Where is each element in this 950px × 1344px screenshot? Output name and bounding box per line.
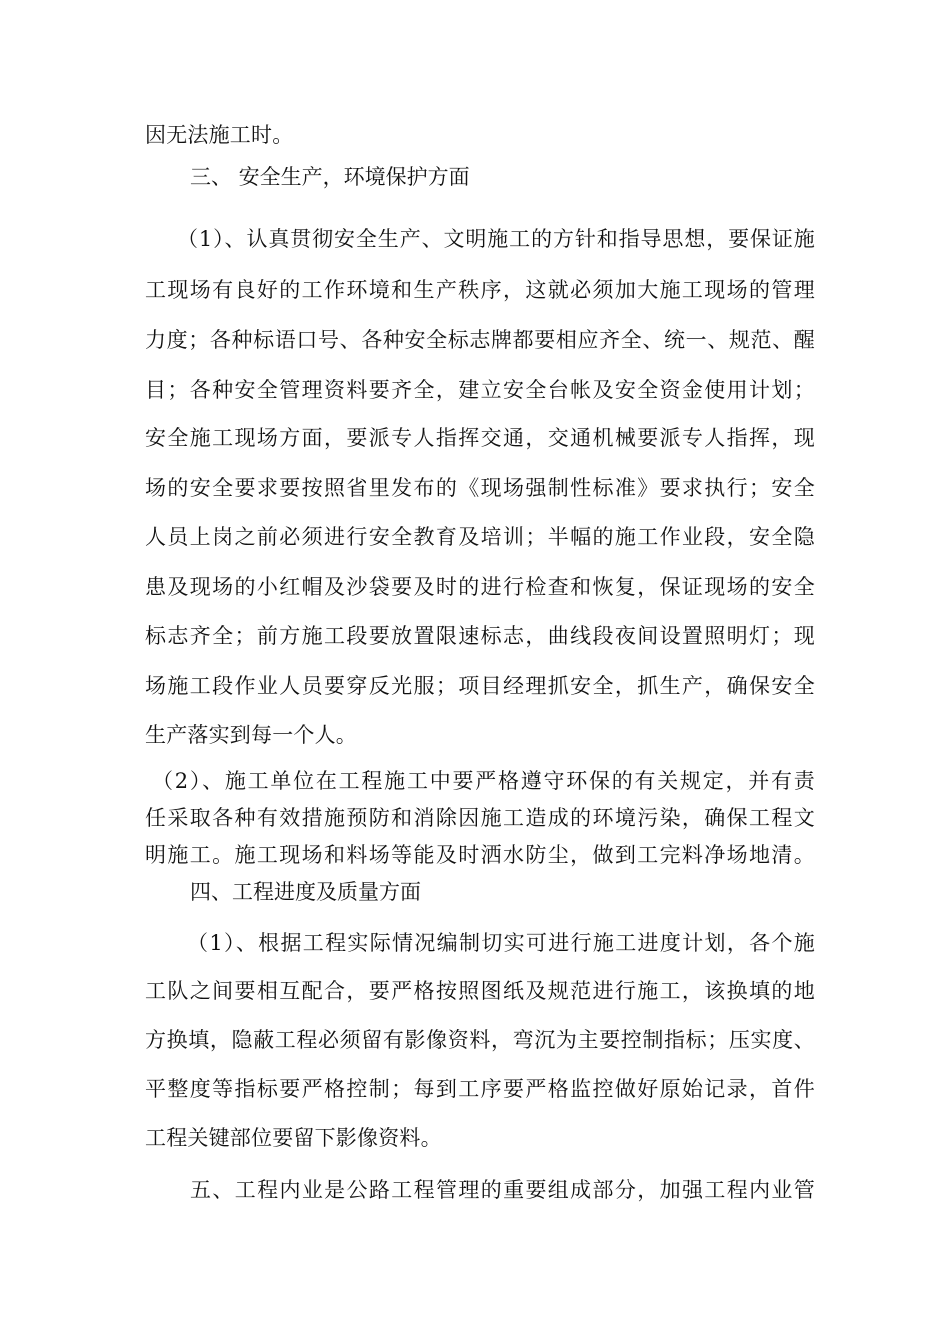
paragraph-line: 患及现场的小红帽及沙袋要及时的进行检查和恢复，保证现场的安全 <box>145 575 815 599</box>
paragraph-line: （2）、施工单位在工程施工中要严格遵守环保的有关规定，并有责 <box>152 769 815 793</box>
paragraph-line: 标志齐全；前方施工段要放置限速标志，曲线段夜间设置照明灯；现 <box>145 624 815 648</box>
paragraph-line: 场的安全要求要按照省里发布的《现场强制性标准》要求执行；安全 <box>145 476 815 500</box>
section-heading-progress-quality: 四、工程进度及质量方面 <box>190 880 421 904</box>
paragraph-line: 力度；各种标语口号、各种安全标志牌都要相应齐全、统一、规范、醒 <box>145 328 815 352</box>
paragraph-line: （1）、认真贯彻安全生产、文明施工的方针和指导思想，要保证施 <box>177 227 815 251</box>
paragraph-line: 工程关键部位要留下影像资料。 <box>145 1126 442 1150</box>
paragraph-line: （1）、根据工程实际情况编制切实可进行施工进度计划，各个施 <box>187 931 815 955</box>
paragraph-line: 工队之间要相互配合，要严格按照图纸及规范进行施工，该换填的地 <box>145 979 815 1003</box>
paragraph-line: 五、工程内业是公路工程管理的重要组成部分，加强工程内业管 <box>190 1178 815 1202</box>
paragraph-line: 安全施工现场方面，要派专人指挥交通，交通机械要派专人指挥，现 <box>145 426 815 450</box>
section-heading-safety: 三、 安全生产，环境保护方面 <box>190 165 470 189</box>
paragraph-line: 目；各种安全管理资料要齐全，建立安全台帐及安全资金使用计划； <box>145 378 815 402</box>
paragraph-line: 平整度等指标要严格控制；每到工序要严格监控做好原始记录，首件 <box>145 1077 815 1101</box>
paragraph-line: 任采取各种有效措施预防和消除因施工造成的环境污染，确保工程文 <box>145 806 815 830</box>
paragraph-line: 人员上岗之前必须进行安全教育及培训；半幅的施工作业段，安全隐 <box>145 525 815 549</box>
paragraph-line: 明施工。施工现场和料场等能及时洒水防尘，做到工完料净场地清。 <box>145 843 815 867</box>
paragraph-line: 场施工段作业人员要穿反光服；项目经理抓安全，抓生产，确保安全 <box>145 674 815 698</box>
paragraph-line: 工现场有良好的工作环境和生产秩序，这就必须加大施工现场的管理 <box>145 278 815 302</box>
paragraph-continuation-line: 因无法施工时。 <box>145 123 294 147</box>
paragraph-line: 生产落实到每一个人。 <box>145 723 357 747</box>
paragraph-line: 方换填，隐蔽工程必须留有影像资料，弯沉为主要控制指标；压实度、 <box>145 1028 815 1052</box>
